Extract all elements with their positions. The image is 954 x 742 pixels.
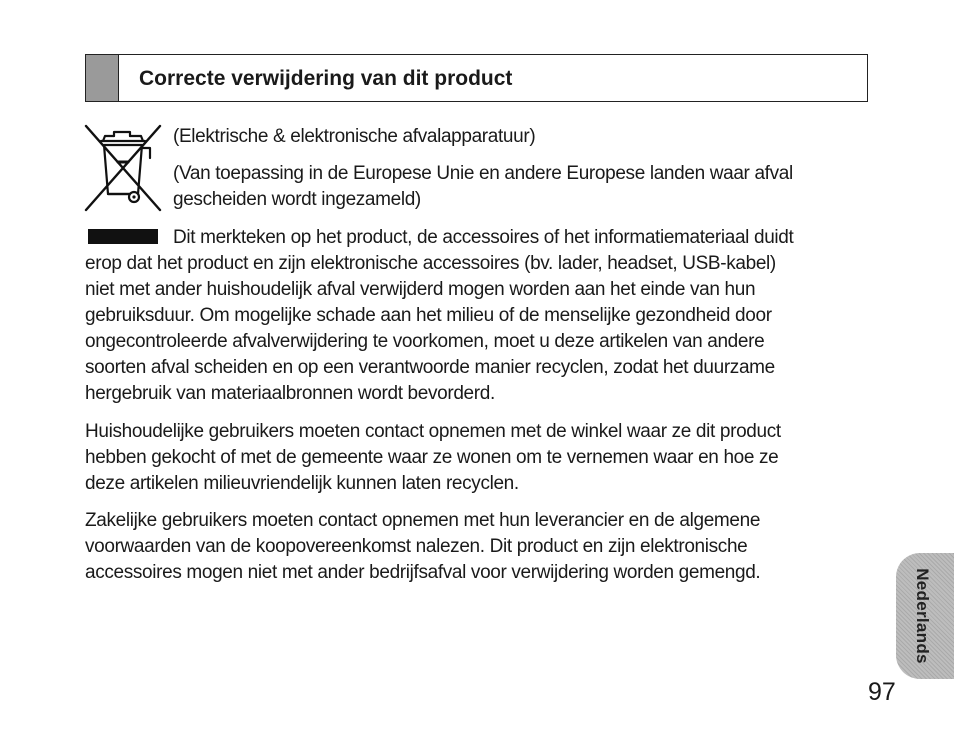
intro-line: (Van toepassing in de Europese Unie en andere Europese landen waar afval (173, 163, 793, 184)
paragraph-line: erop dat het product en zijn elektronische accessoires (bv. lader, headset, USB-kabel) (85, 253, 776, 274)
intro-line: (Elektrische & elektronische afvalapparatuur) (173, 126, 536, 147)
crossed-out-wheelie-bin-icon (84, 124, 162, 212)
page-number: 97 (868, 678, 896, 706)
intro-line: gescheiden wordt ingezameld) (173, 189, 421, 210)
paragraph-line: soorten afval scheiden en op een verantwoorde manier recyclen, zodat het duurzame (85, 357, 775, 378)
section-header (85, 54, 868, 102)
paragraph-line: ongecontroleerde afvalverwijdering te voorkomen, moet u deze artikelen van andere (85, 331, 765, 352)
paragraph-line: Huishoudelijke gebruikers moeten contact opnemen met de winkel waar ze dit product (85, 421, 781, 442)
paragraph-line: hergebruik van materiaalbronnen wordt bevorderd. (85, 383, 495, 404)
paragraph-line: Zakelijke gebruikers moeten contact opnemen met hun leverancier en de algemene (85, 510, 761, 531)
paragraph-line: niet met ander huishoudelijk afval verwijderd mogen worden aan het einde van hun (85, 279, 756, 300)
language-label: Nederlands (913, 568, 932, 664)
paragraph-line: gebruiksduur. Om mogelijke schade aan het milieu of de menselijke gezondheid door (85, 305, 772, 326)
paragraph-line: voorwaarden van de koopovereenkomst nalezen. Dit product en zijn elektronische (85, 536, 748, 557)
paragraph-line: hebben gekocht of met de gemeente waar ze wonen om te vernemen waar en hoe ze (85, 447, 779, 468)
paragraph-line: accessoires mogen niet met ander bedrijfsafval voor verwijdering worden gemengd. (85, 562, 761, 583)
header-tab-marker (86, 55, 119, 101)
paragraph-line: deze artikelen milieuvriendelijk kunnen laten recyclen. (85, 473, 519, 494)
black-bar-mark (88, 229, 158, 244)
paragraph-line: Dit merkteken op het product, de accessoires of het informatiemateriaal duidt (173, 227, 794, 248)
page-title: Correcte verwijdering van dit product (139, 67, 513, 90)
